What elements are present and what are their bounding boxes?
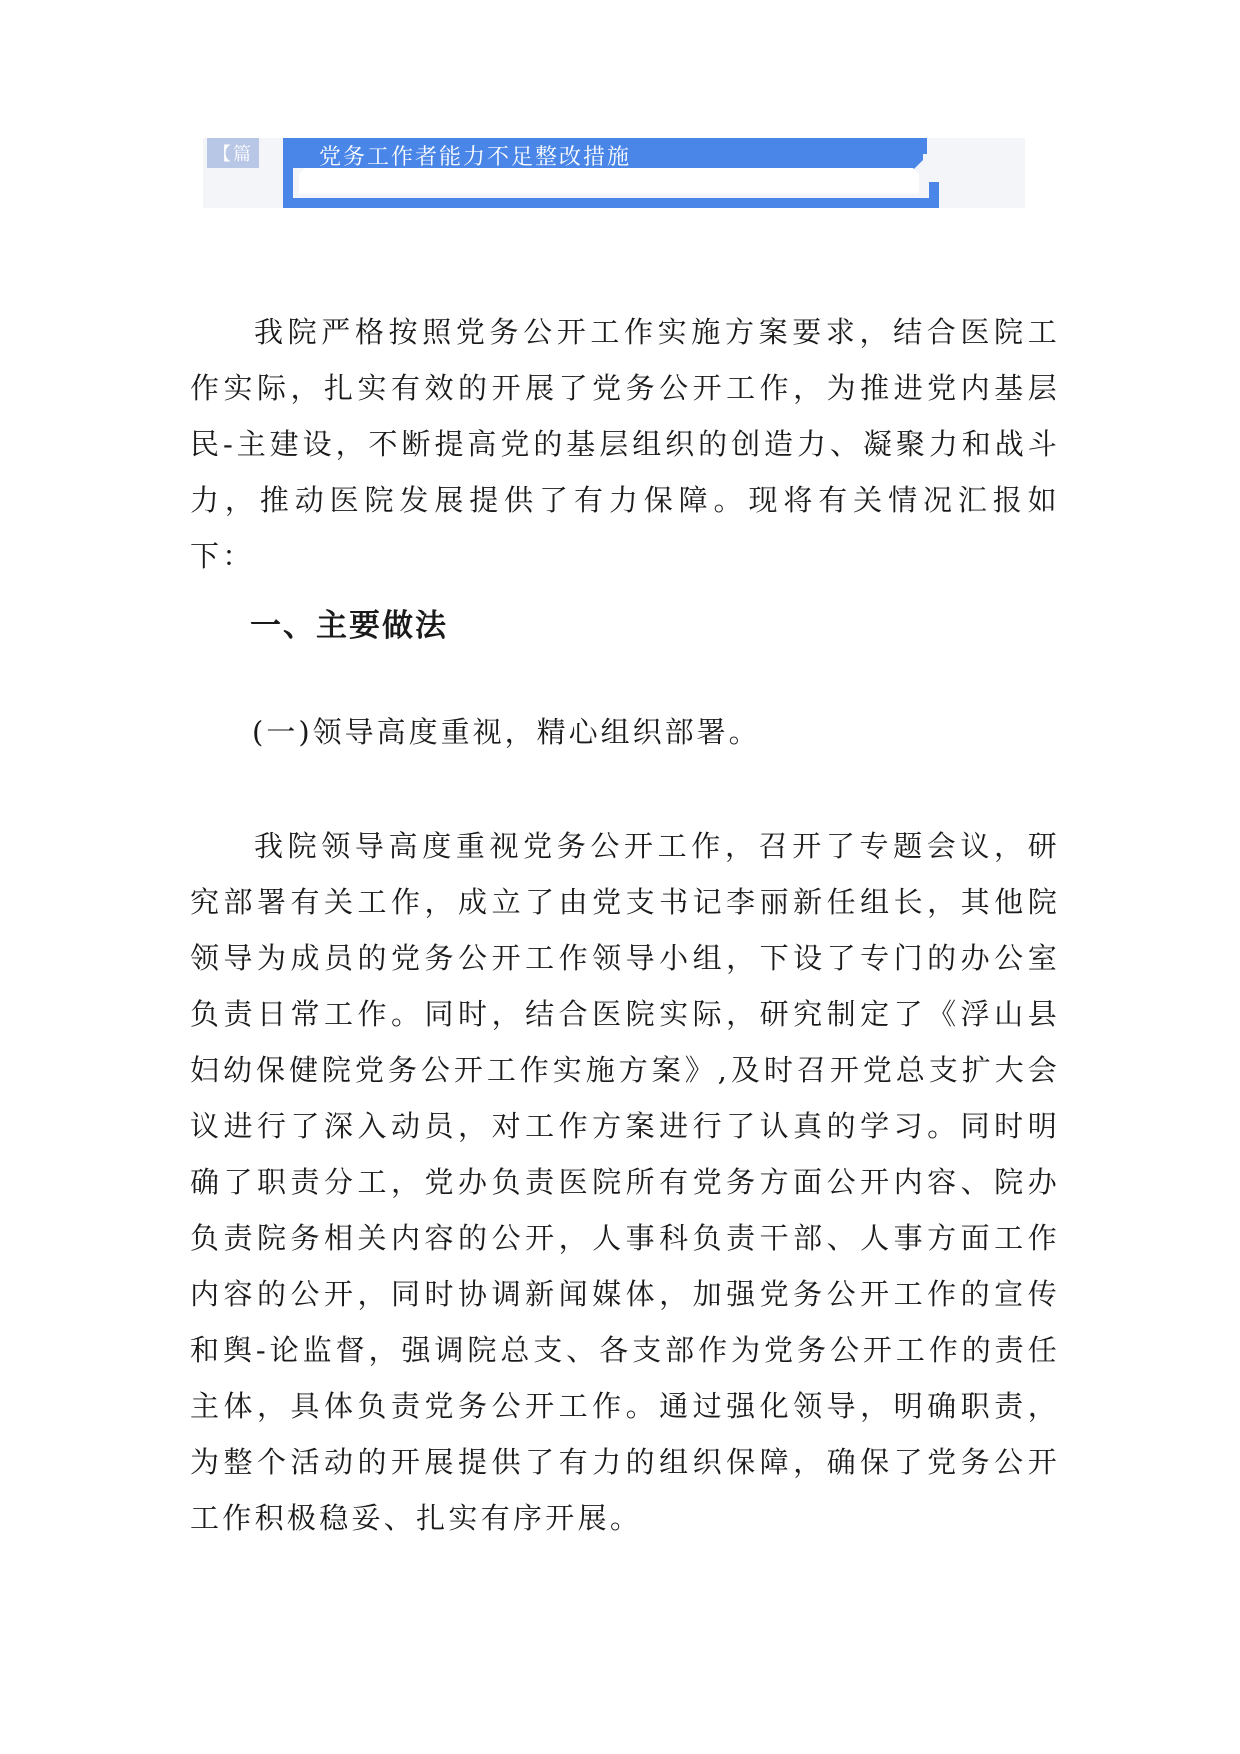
header-banner xyxy=(203,138,1025,208)
subsection-heading: (一)领导高度重视，精心组织部署。 xyxy=(252,715,761,749)
body-paragraph: 我院领导高度重视党务公开工作，召开了专题会议，研究部署有关工作，成立了由党支书记李丽新任组长，其他院领导为成员的党务公开工作领导小组，下设了专门的办公室负责日常工作。同时，结合医院实际，研究制定了《浮山县妇幼保健院党务公开工作实施方案》,及时召开党总支扩大会议进行了深入动员，对工作方案进行了认真的学习。同时明确了职责分工，党办负责医院所有党务方面公开内容、院办负责院务相关内容的公开，人事科负责干部、人事方面工作内容的公开，同时协调新闻媒体，加强党务公开工作的宣传和舆-论监督，强调院总支、各支部作为党务公开工作的责任主体，具体负责党务公开工作。通过强化领导，明确职责，为整个活动的开展提供了有力的组织保障，确保了党务公开工作积极稳妥、扎实有序开展。 xyxy=(190,829,1060,1535)
banner-title: 党务工作者能力不足整改措施 xyxy=(319,145,632,170)
banner-tag: 【篇 xyxy=(207,138,259,168)
section-heading: 一、主要做法 xyxy=(250,608,448,644)
intro-paragraph: 我院严格按照党务公开工作实施方案要求，结合医院工作实际，扎实有效的开展了党务公开工作，为推进党内基层民-主建设，不断提高党的基层组织的创造力、凝聚力和战斗力，推动医院发展提供了有力保障。现将有关情况汇报如下： xyxy=(190,315,1060,573)
